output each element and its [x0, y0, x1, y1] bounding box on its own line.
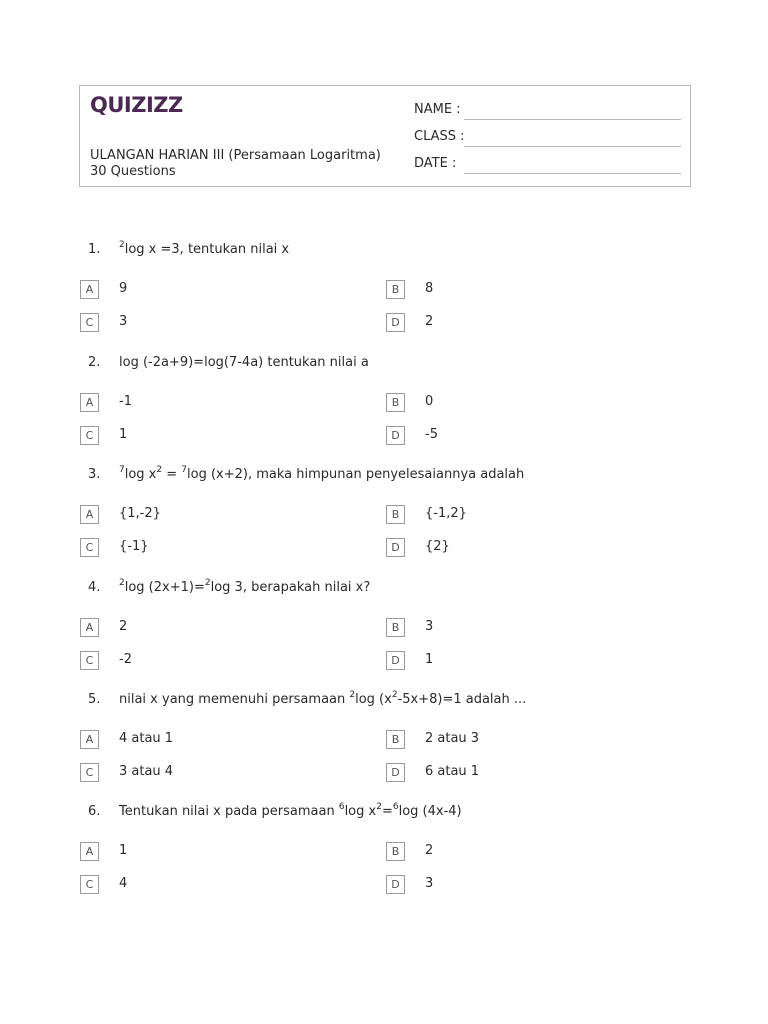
option-text: 9 [119, 281, 128, 296]
option-letter-box[interactable]: D [386, 538, 405, 557]
option-text: -5 [425, 427, 438, 442]
option-text: 0 [425, 394, 434, 409]
option-letter-box[interactable]: A [80, 280, 99, 299]
question-text-part: log (x [355, 692, 392, 707]
option-text: 1 [425, 652, 434, 667]
option-text: -2 [119, 652, 132, 667]
quiz-title: ULANGAN HARIAN III (Persamaan Logaritma) [90, 148, 381, 163]
question-text-part: log (2x+1)= [124, 580, 205, 595]
option-letter-box[interactable]: C [80, 763, 99, 782]
question-text-part: log 3, berapakah nilai x? [210, 580, 371, 595]
option-text: 2 [425, 843, 434, 858]
option-letter-box[interactable]: C [80, 313, 99, 332]
option-letter-box[interactable]: C [80, 426, 99, 445]
question-text-part: Tentukan nilai x pada persamaan [119, 804, 339, 819]
option-letter-box[interactable]: C [80, 651, 99, 670]
option-text: -1 [119, 394, 132, 409]
option-letter-box[interactable]: B [386, 505, 405, 524]
question-text [119, 803, 462, 821]
option-text: 1 [119, 843, 128, 858]
option-letter-box[interactable]: D [386, 426, 405, 445]
option-text: {2} [425, 539, 450, 554]
question-text-part: 2 [119, 239, 125, 250]
option-letter-box[interactable]: B [386, 393, 405, 412]
question-text-part: log (x+2), maka himpunan penyelesaiannya adalah [187, 467, 525, 482]
name-line [464, 104, 681, 120]
option-letter-box[interactable]: A [80, 730, 99, 749]
question-number: 3. [88, 467, 101, 482]
class-label: CLASS : [414, 129, 465, 144]
question-text [119, 579, 370, 597]
option-letter-box[interactable]: A [80, 618, 99, 637]
question-text-part: log (-2a+9)=log(7-4a) tentukan nilai a [119, 355, 369, 370]
option-text: 2 [425, 314, 434, 329]
question-text-part: 2 [156, 464, 163, 475]
option-letter-box[interactable]: A [80, 505, 99, 524]
question-text [119, 466, 524, 484]
question-text-part: 2 [391, 689, 398, 700]
option-letter-box[interactable]: A [80, 393, 99, 412]
question-text [119, 691, 526, 709]
question-text-part: 7 [181, 464, 188, 475]
option-letter-box[interactable]: B [386, 618, 405, 637]
option-letter-box[interactable]: D [386, 313, 405, 332]
option-text: 3 [425, 876, 434, 891]
question-count: 30 Questions [90, 164, 176, 179]
question-number: 5. [88, 692, 101, 707]
question-text-part: nilai x yang memenuhi persamaan [119, 692, 350, 707]
option-letter-box[interactable]: D [386, 651, 405, 670]
question-text-part: 6 [392, 801, 399, 812]
question-number: 4. [88, 580, 101, 595]
question-number: 2. [88, 355, 101, 370]
option-text: 3 [425, 619, 434, 634]
option-letter-box[interactable]: D [386, 875, 405, 894]
question-text-part: 2 [376, 801, 382, 812]
question-text-part: = [381, 804, 393, 819]
question-text-part: 2 [349, 689, 356, 700]
name-label: NAME : [414, 102, 461, 117]
option-letter-box[interactable]: B [386, 280, 405, 299]
option-text: 2 [119, 619, 128, 634]
option-letter-box[interactable]: D [386, 763, 405, 782]
class-line [464, 131, 681, 147]
question-text-part: -5x+8)=1 adalah ... [397, 692, 527, 707]
question-text-part: 6 [338, 801, 345, 812]
option-letter-box[interactable]: A [80, 842, 99, 861]
option-text: 3 atau 4 [119, 764, 174, 779]
question-text [119, 354, 369, 372]
option-letter-box[interactable]: C [80, 875, 99, 894]
option-text: {-1,2} [425, 506, 467, 521]
option-text: 6 atau 1 [425, 764, 480, 779]
question-text [119, 241, 289, 259]
question-number: 1. [88, 242, 101, 257]
date-label: DATE : [414, 156, 457, 171]
quizizz-logo: QUIZIZZ [90, 93, 183, 117]
option-text: 4 [119, 876, 128, 891]
question-text-part: log x [124, 467, 157, 482]
question-text-part: 7 [119, 464, 125, 475]
option-text: 3 [119, 314, 128, 329]
question-text-part: log x [344, 804, 377, 819]
option-text: 8 [425, 281, 434, 296]
option-text: 2 atau 3 [425, 731, 480, 746]
question-text-part: 2 [119, 577, 125, 588]
option-text: 1 [119, 427, 128, 442]
date-line [464, 158, 681, 174]
option-text: {1,-2} [119, 506, 161, 521]
worksheet-header [79, 85, 691, 187]
option-text: 4 atau 1 [119, 731, 174, 746]
question-text-part: = [162, 467, 182, 482]
option-letter-box[interactable]: C [80, 538, 99, 557]
question-number: 6. [88, 804, 101, 819]
question-text-part: log x =3, tentukan nilai x [124, 242, 290, 257]
option-text: {-1} [119, 539, 149, 554]
option-letter-box[interactable]: B [386, 730, 405, 749]
option-letter-box[interactable]: B [386, 842, 405, 861]
question-text-part: log (4x-4) [398, 804, 462, 819]
question-text-part: 2 [204, 577, 211, 588]
